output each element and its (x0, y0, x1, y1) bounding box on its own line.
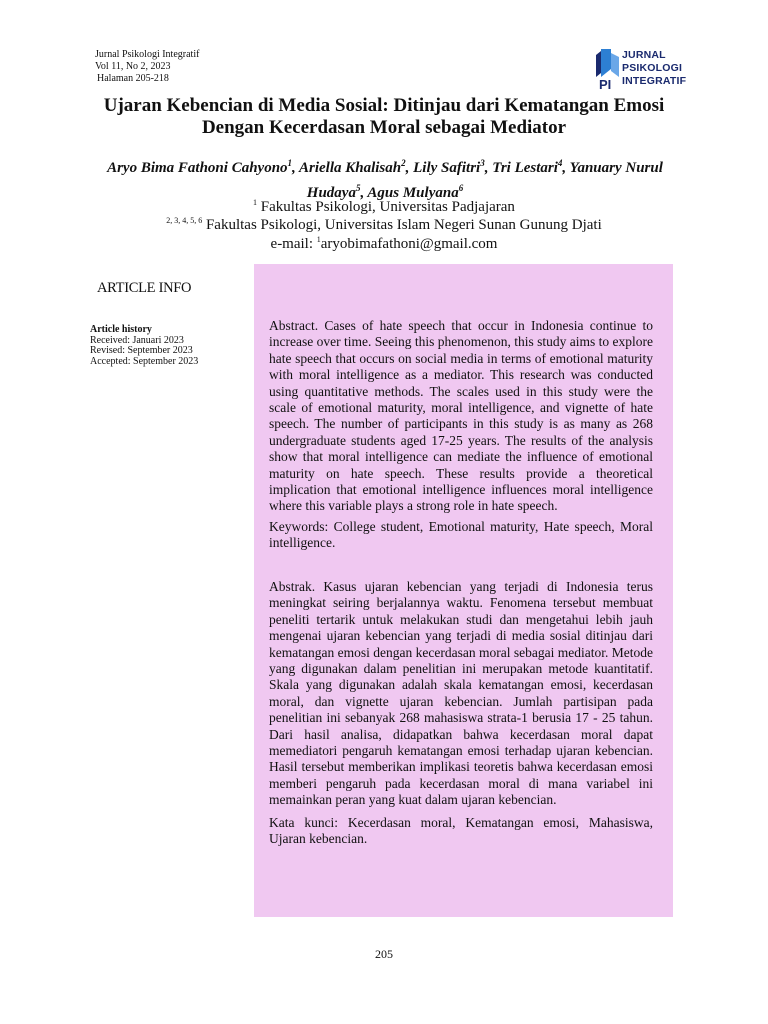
author-list: Aryo Bima Fathoni Cahyono$^1$, Ariella Khalisah$^2$, Lily Safitri$^3$, Tri Lestari$^4$, Yanuary Nurul Hudaya$^5$, Agus Mulyana$^6$ (107, 158, 663, 201)
accepted-date: Accepted: September 2023 (90, 355, 199, 367)
page-number: 205 (375, 947, 393, 961)
title-line-2: Dengan Kecerdasan Moral sebagai Mediator (201, 117, 567, 138)
author-sup: 1 (287, 158, 293, 168)
abstract-english: Abstract. Cases of hate speech that occur in Indonesia continue to increase over time. Seeing this phenomenon, this study aims to explore hate speech that occurs on social media in terms of emotional maturity with moral intelligence as a mediator. This research was conducted using quantitative methods. The scales used in this study were the scale of emotional maturity, moral intelligence, and vignette of hate speech. The number of participants in this study is as many as 268 undergraduate students aged 17-25 years. The results of the analysis show that moral intelligence can mediate the influence of emotional maturity on hate speech. These results provide a theoretical implication that emotional intelligence influences moral intelligence where this variable plays a strong role in hate speech. (269, 318, 653, 514)
email-sup: 1 (316, 235, 321, 244)
title-line-1: Ujaran Kebencian di Media Sosial: Ditinjau dari Kematangan Emosi (103, 95, 665, 116)
affiliation-sup: 1 (253, 198, 258, 207)
affiliation-sup: 2, 3, 4, 5, 6 (166, 216, 203, 225)
logo-wordmark (622, 49, 686, 88)
revised-date: Revised: September 2023 (90, 345, 193, 356)
journal-name: Jurnal Psikologi Integratif (95, 49, 200, 60)
paper-title (60, 95, 708, 139)
logo-line-3: INTEGRATIF (622, 75, 687, 87)
logo-line-2: PSIKOLOGI (622, 62, 683, 74)
keywords-indonesian: Kata kunci: Kecerdasan moral, Kematangan emosi, Mahasiswa, Ujaran kebencian. (269, 815, 653, 847)
article-history (90, 325, 198, 367)
logo-line-1: JURNAL (622, 49, 666, 61)
journal-pages: Halaman 205-218 (97, 73, 169, 84)
email-address[interactable]: aryobimafathoni@gmail.com (320, 236, 498, 252)
author-sup: 3 (480, 158, 485, 168)
author-sup: 5 (355, 183, 361, 193)
author-sup: 2 (401, 158, 406, 168)
author-email (60, 230, 708, 254)
email-label: e-mail: (270, 236, 314, 252)
author-sup: 6 (458, 183, 464, 193)
article-history-heading: Article history (90, 324, 152, 335)
affiliation-text: Fakultas Psikologi, Universitas Islam Negeri Sunan Gunung Djati (205, 217, 602, 233)
journal-logo (593, 45, 687, 93)
author-name: Aryo Bima Fathoni Cahyono (107, 160, 288, 176)
received-date: Received: Januari 2023 (90, 334, 184, 346)
author-name: Yanuary Nurul Hudaya (306, 160, 663, 201)
author-name: Lily Safitri (413, 160, 481, 176)
journal-logo-mark (593, 47, 623, 91)
logo-mark-text: PI (599, 77, 612, 91)
author-name: Agus Mulyana (367, 185, 459, 201)
author-name: Tri Lestari (492, 160, 558, 176)
article-info-heading: ARTICLE INFO (97, 280, 192, 296)
journal-meta (95, 49, 199, 85)
author-name: Ariella Khalisah (299, 160, 402, 176)
abstract-indonesian: Abstrak. Kasus ujaran kebencian yang terjadi di Indonesia terus meningkat seiring berjalannya waktu. Fenomena tersebut membuat peneliti tertarik untuk melakukan studi dan mengetahui lebih jauh mengenai ujaran kebencian yang terjadi di media sosial ditinjau dari kematangan emosi dengan kecerdasan moral sebagai mediator. Metode yang digunakan dalam penelitian ini merupakan metode kuantitatif. Skala yang digunakan adalah skala kematangan emosi, kecerdasan moral, dan vignette ujaran kebencian. Jumlah partisipan pada penelitian ini sebanyak 268 mahasiswa strata-1 berusia 17 - 25 tahun. Dari hasil analisa, didapatkan bahwa kecerdasan moral dapat memediatori pengaruh kematangan emosi terhadap ujaran kebencian. Hasil tersebut memberikan implikasi teoretis bahwa kecerdasan emosi memberi pengaruh pada kecerdasan moral di mana variabel ini memainkan peran yang kuat dalam ujaran kebencian. (269, 579, 653, 808)
author-sup: 4 (557, 158, 563, 168)
journal-volume: Vol 11, No 2, 2023 (95, 61, 171, 72)
affiliation-text: Fakultas Psikologi, Universitas Padjajaran (260, 199, 515, 215)
keywords-english: Keywords: College student, Emotional maturity, Hate speech, Moral intelligence. (269, 519, 653, 551)
